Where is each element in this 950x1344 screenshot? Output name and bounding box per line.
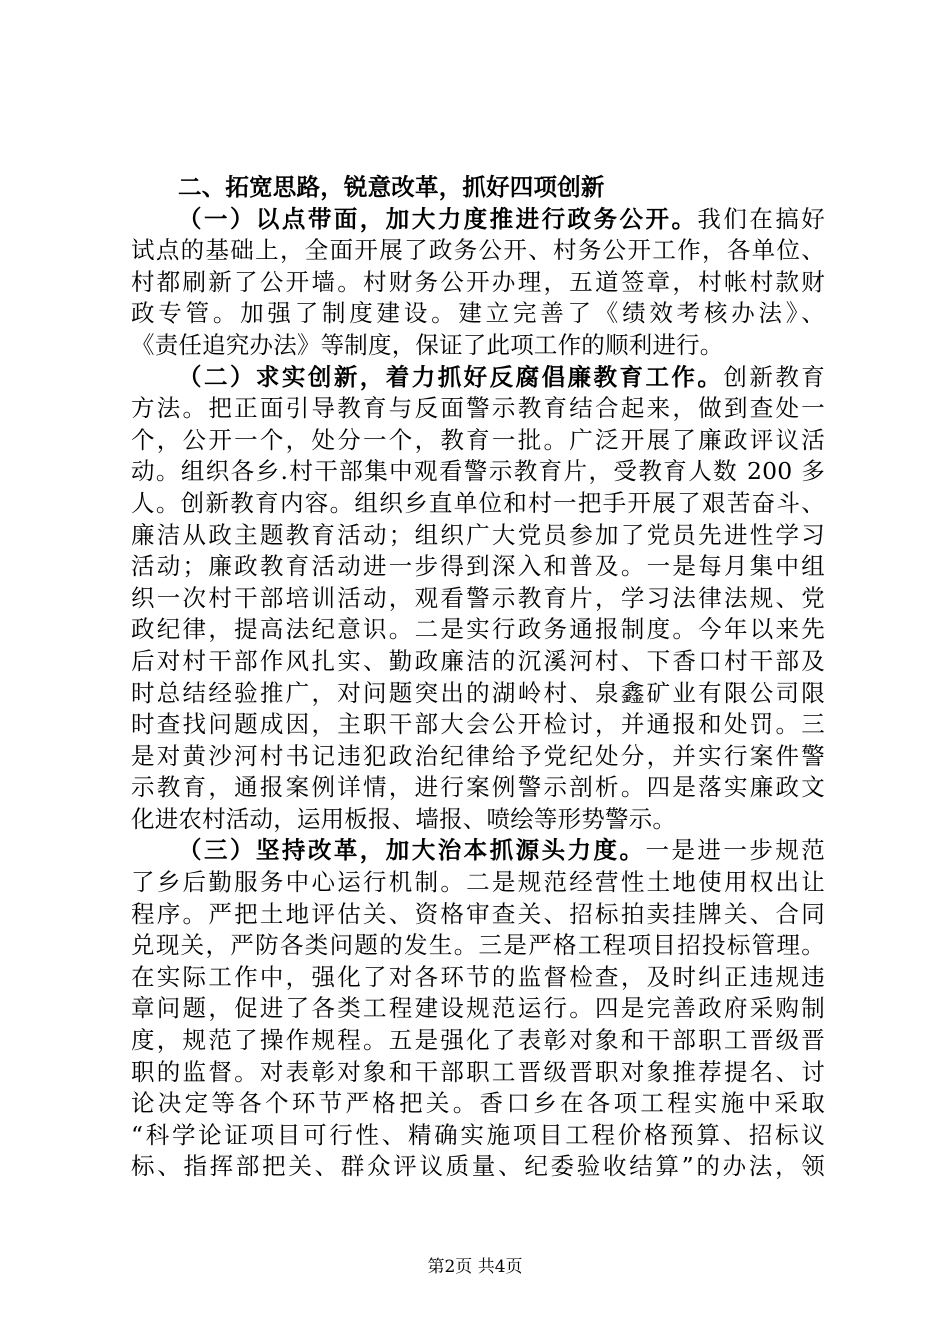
paragraph-line: 织一次村干部培训活动，观看警示教育片，学习法律法规、党 [131,583,825,612]
paragraph-line: （一）以点带面，加大力度推进行政务公开。我们在搞好 [178,204,826,233]
paragraph-line: 动。组织各乡.村干部集中观看警示教育片，受教育人数 200 多 [131,457,825,486]
paragraph-line: 程序。严把土地评估关、资格审查关、招标拍卖挂牌关、合同 [131,899,825,928]
paragraph-line: 政纪律，提高法纪意识。二是实行政务通报制度。今年以来先 [131,615,825,644]
paragraph-line: （二）求实创新，着力抓好反腐倡廉教育工作。创新教育 [178,362,825,391]
page-number-footer: 第2页 共4页 [427,1257,523,1277]
paragraph-line: 个，公开一个，处分一个，教育一批。广泛开展了廉政评议活 [131,425,825,454]
paragraph-line: （三）坚持改革，加大治本抓源头力度。一是进一步规范 [178,836,825,865]
paragraph-line: 兑现关，严防各类问题的发生。三是严格工程项目招投标管理。 [131,931,825,960]
paragraph-line: 示教育，通报案例详情，进行案例警示剖析。四是落实廉政文 [131,773,825,802]
paragraph-line: 度，规范了操作规程。五是强化了表彰对象和干部职工晋级晋 [131,1026,825,1055]
paragraph-line: 活动；廉政教育活动进一步得到深入和普及。一是每月集中组 [131,552,825,581]
paragraph-line: 廉洁从政主题教育活动；组织广大党员参加了党员先进性学习 [131,520,825,549]
paragraph-line: 了乡后勤服务中心运行机制。二是规范经营性土地使用权出让 [131,868,825,897]
paragraph-line: 方法。把正面引导教育与反面警示教育结合起来，做到查处一 [131,394,825,423]
paragraph-lead: （三）坚持改革，加大治本抓源头力度。 [178,836,646,865]
paragraph-3 [131,835,825,1183]
paragraph-line: 论决定等各个环节严格把关。香口乡在各项工程实施中采取 [131,1089,825,1118]
paragraph-line: 村都刷新了公开墙。村财务公开办理，五道签章，村帐村款财 [131,267,825,296]
paragraph-line: 政专管。加强了制度建设。建立完善了《绩效考核办法》、 [131,299,825,328]
document-body [131,172,825,1183]
section-heading: 二、拓宽思路，锐意改革，抓好四项创新 [178,173,605,201]
paragraph-lead: （二）求实创新，着力抓好反腐倡廉教育工作。 [178,362,724,391]
paragraph-line: 时总结经验推广，对问题突出的湖岭村、泉鑫矿业有限公司限 [131,678,825,707]
paragraph-line: 时查找问题成因，主职干部大会公开检讨，并通报和处罚。三 [131,710,825,739]
paragraph-line: 试点的基础上，全面开展了政务公开、村务公开工作，各单位、 [131,236,825,265]
paragraph-line: 在实际工作中，强化了对各环节的监督检查，及时纠正违规违 [131,962,825,991]
paragraph-2 [131,362,825,836]
paragraph-line: “科学论证项目可行性、精确实施项目工程价格预算、招标议 [131,1120,825,1149]
paragraph-line: 标、指挥部把关、群众评议质量、纪委验收结算”的办法，领 [131,1152,825,1181]
paragraph-line: 人。创新教育内容。组织乡直单位和村一把手开展了艰苦奋斗、 [131,488,825,517]
paragraph-line: 后对村干部作风扎实、勤政廉洁的沉溪河村、下香口村干部及 [131,646,825,675]
paragraph-1 [131,204,825,362]
paragraph-line: 章问题，促进了各类工程建设规范运行。四是完善政府采购制 [131,994,825,1023]
paragraph-line: 职的监督。对表彰对象和干部职工晋级晋职对象推荐提名、讨 [131,1057,825,1086]
paragraph-line: 《责任追究办法》等制度，保证了此项工作的顺利进行。 [131,330,724,359]
paragraph-line: 化进农村活动，运用板报、墙报、喷绘等形势警示。 [131,804,677,833]
paragraph-line: 是对黄沙河村书记违犯政治纪律给予党纪处分，并实行案件警 [131,741,825,770]
paragraph-lead: （一）以点带面，加大力度推进行政务公开。 [178,204,698,233]
